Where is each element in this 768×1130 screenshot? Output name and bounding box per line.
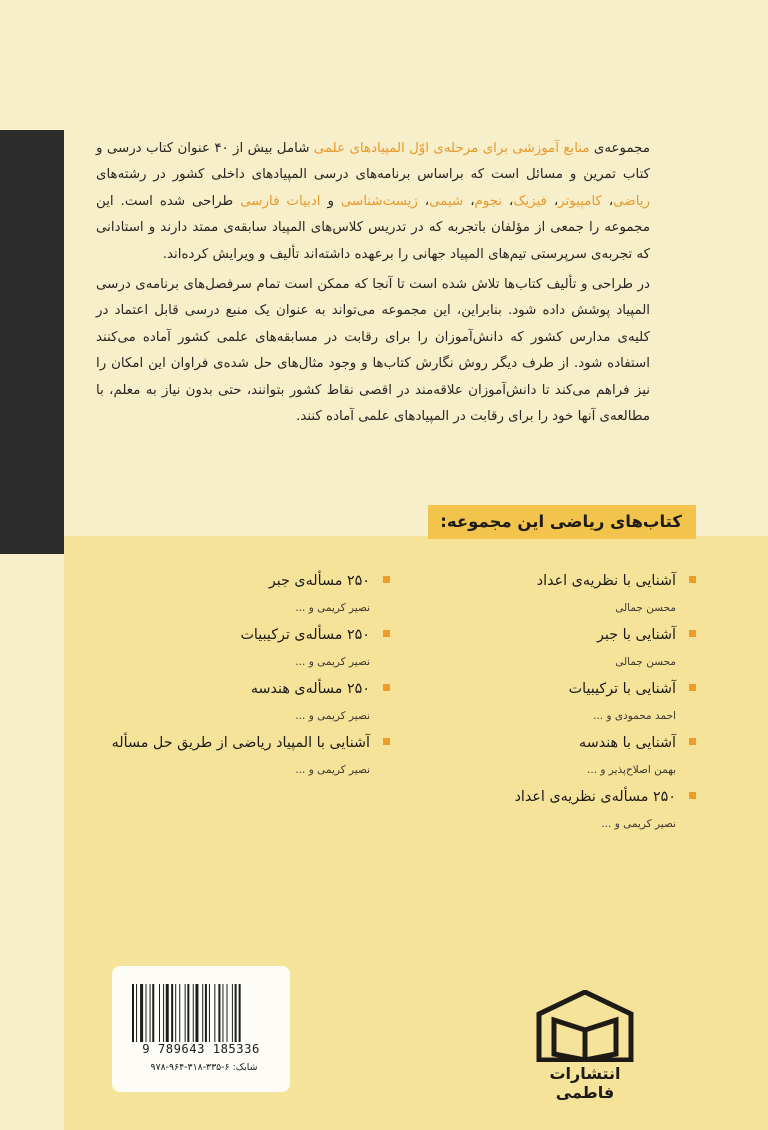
- list-item: [406, 676, 696, 730]
- list-item: [406, 568, 696, 622]
- highlight-computer: کامپیوتر: [558, 193, 602, 209]
- bullet-icon: [383, 684, 390, 691]
- list-item: [406, 730, 696, 784]
- section-title: کتاب‌های ریاضی این مجموعه:: [428, 505, 696, 539]
- highlight-series-name: منابع آموزشی برای مرحله‌ی اوّل المپیادهای علمی: [313, 141, 590, 156]
- book-author: نصیر کریمی و ...: [295, 656, 370, 668]
- bullet-icon: [689, 684, 696, 691]
- bullet-icon: [689, 738, 696, 745]
- highlight-physics: فیزیک: [513, 193, 547, 209]
- bullet-icon: [689, 630, 696, 637]
- highlight-literature: ادبیات فارسی: [240, 193, 321, 209]
- book-author: نصیر کریمی و ...: [295, 602, 370, 614]
- book-title: ۲۵۰ مسأله‌ی جبر: [268, 573, 370, 589]
- book-author: بهمن اصلاح‌پذیر و ...: [587, 764, 676, 776]
- book-title: آشنایی با المپیاد ریاضی از طریق حل مسأله: [111, 735, 370, 751]
- book-author: احمد محمودی و ...: [593, 710, 676, 722]
- publisher-logo-icon: [534, 990, 636, 1062]
- highlight-biology: زیست‌شناسی: [340, 193, 418, 209]
- list-item: [100, 676, 390, 730]
- bullet-icon: [383, 576, 390, 583]
- book-title: ۲۵۰ مسأله‌ی ترکیبیات: [240, 627, 370, 643]
- book-title: ۲۵۰ مسأله‌ی نظریه‌ی اعداد: [514, 789, 676, 805]
- book-author: نصیر کریمی و ...: [601, 818, 676, 830]
- intro-paragraph-2: در طراحی و تألیف کتاب‌ها تلاش شده است تا آنجا که ممکن است تمام سرفصل‌های برنامه‌ی درسی المپیاد پوشش داده شود. بنابراین، این مجموعه می‌تواند به عنوان یک منبع درسی قابل اعتماد در کلیه‌ی مدارس کشور که دانش‌آموزان را برای رقابت در مسابقه‌های علمی کشور آماده می‌کنند استفاده شود. از طرف دیگر روش نگارش کتاب‌ها و وجود مثال‌های حل شده‌ی فراوان این امکان را نیز فراهم می‌کند تا دانش‌آموزان علاقه‌مند در اقصی نقاط کشور بتوانند، حتی بدون نیاز به معلم، با مطالعه‌ی آنها خود را برای رقابت در المپیادهای علمی آماده کنند.: [96, 277, 650, 425]
- book-title: آشنایی با هندسه: [579, 735, 676, 751]
- list-item: [100, 622, 390, 676]
- bullet-icon: [689, 576, 696, 583]
- intro-text: [96, 136, 650, 430]
- bullet-icon: [383, 738, 390, 745]
- book-author: محسن جمالی: [615, 602, 676, 614]
- book-author: نصیر کریمی و ...: [295, 710, 370, 722]
- book-title: آشنایی با ترکیبیات: [568, 681, 676, 697]
- intro-paragraph-1: مجموعه‌ی منابع آموزشی برای مرحله‌ی اوّل المپیادهای علمی شامل بیش از ۴۰ عنوان کتاب درسی و کتاب تمرین و مسائل است که براساس برنامه‌های درسی المپیادهای داخلی کشور در رشته‌های ریاضی، کامپیوتر، فیزیک، نجوم، شیمی، زیست‌شناسی و ادبیات فارسی طراحی شده است. این مجموعه را جمعی از مؤلفان باتجربه که در تدریس کلاس‌های المپیاد سابقه‌ی ممتد دارند و استادانی که تجربه‌ی سرپرستی تیم‌های المپیاد جهانی را برعهده داشته‌اند تألیف و ویرایش کرده‌اند.: [96, 141, 650, 262]
- list-item: [100, 568, 390, 622]
- barcode-panel: [112, 966, 290, 1092]
- spine-strip: [0, 130, 64, 554]
- list-item: [100, 730, 390, 784]
- highlight-astronomy: نجوم: [474, 193, 503, 209]
- highlight-chemistry: شیمی: [429, 193, 464, 209]
- book-list-right: [406, 568, 696, 838]
- isbn-text: شابک: ۶-۳۳۵-۳۱۸-۹۶۴-۹۷۸: [150, 1062, 258, 1073]
- barcode-number: 9 789643 185336: [142, 1042, 260, 1056]
- book-author: نصیر کریمی و ...: [295, 764, 370, 776]
- bullet-icon: [383, 630, 390, 637]
- book-author: محسن جمالی: [615, 656, 676, 668]
- book-list-left: [100, 568, 390, 784]
- bullet-icon: [689, 792, 696, 799]
- list-item: [406, 622, 696, 676]
- barcode-icon: [130, 984, 270, 1042]
- highlight-math: ریاضی: [613, 193, 650, 209]
- book-title: آشنایی با جبر: [597, 627, 676, 643]
- publisher-name: انتشارات فاطمی: [549, 1064, 621, 1102]
- book-title: آشنایی با نظریه‌ی اعداد: [536, 573, 676, 589]
- list-item: [406, 784, 696, 838]
- book-title: ۲۵۰ مسأله‌ی هندسه: [250, 681, 370, 697]
